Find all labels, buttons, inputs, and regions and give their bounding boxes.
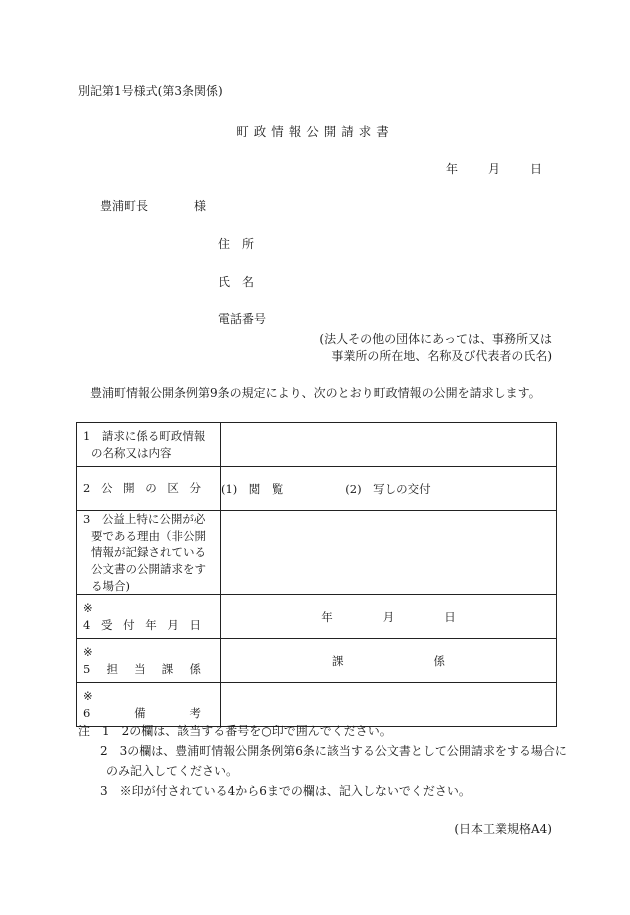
row5-label — [77, 639, 221, 683]
row5-mark: ※ — [83, 645, 93, 660]
phone-field[interactable] — [218, 313, 266, 325]
department-kakari: 係 — [433, 653, 445, 668]
info-name-field[interactable] — [221, 423, 557, 467]
row3-label-line: る場合) — [91, 578, 130, 593]
name-field[interactable] — [218, 276, 254, 288]
request-table — [76, 422, 557, 727]
form-reference: 別記第1号様式(第3条関係) — [78, 84, 223, 98]
date-year: 年 — [446, 162, 459, 176]
row4-label-char: 付 — [123, 617, 135, 632]
row3-label-line: 公文書の公開請求をす — [91, 562, 206, 577]
row1-label-line1: 1 請求に係る町政情報 — [83, 428, 206, 443]
receipt-date-cell — [221, 595, 557, 639]
row5-label-char: 係 — [189, 661, 201, 676]
table-row — [77, 639, 557, 683]
intro-text: 豊浦町情報公開条例第9条の規定により、次のとおり町政情報の公開を請求します。 — [90, 386, 541, 400]
phone-label: 電話番号 — [218, 312, 267, 326]
row3-label-line: 3 公益上特に公開が必 — [83, 512, 206, 526]
row6-label-char: 考 — [189, 705, 201, 720]
row5-label-char: 当 — [134, 661, 146, 676]
row4-label — [77, 595, 221, 639]
date-day: 日 — [530, 162, 543, 176]
note-3: 3 ※印が付されている4から6までの欄は、記入しないでください。 — [100, 784, 471, 798]
corporate-note-line1: (法人その他の団体にあっては、事務所又は — [319, 332, 552, 346]
row3-label-line: 要である理由（非公開 — [91, 528, 206, 543]
paper-standard: (日本工業規格A4) — [454, 822, 552, 836]
row6-mark: ※ — [83, 689, 93, 704]
table-row — [77, 511, 557, 595]
row2-label — [77, 467, 221, 511]
option-inspection[interactable]: (1) 閲 覧 — [221, 481, 284, 496]
receipt-year: 年 — [321, 609, 333, 624]
public-interest-reason-field[interactable] — [221, 511, 557, 595]
address-label: 住 所 — [218, 237, 255, 251]
row2-label-char: 公 — [100, 481, 113, 496]
row2-label-char: の — [145, 481, 157, 496]
row4-mark: ※ — [83, 601, 93, 616]
document-title: 町政情報公開請求書 — [236, 124, 394, 139]
receipt-month: 月 — [382, 609, 395, 624]
row2-label-char: 区 — [167, 481, 179, 496]
note-2-cont: のみ記入してください。 — [106, 764, 239, 778]
row5-label-char: 担 — [106, 661, 118, 676]
row4-label-char: 月 — [167, 617, 179, 632]
table-row — [77, 683, 557, 727]
row1-label-line2: の名称又は内容 — [91, 445, 172, 460]
address-field[interactable] — [218, 238, 254, 250]
corporate-note-line2: 事業所の所在地、名称及び代表者の氏名) — [331, 349, 552, 363]
option-copy[interactable]: (2) 写しの交付 — [345, 481, 431, 496]
row4-label-char: 日 — [189, 617, 201, 632]
note-1: 注 1 2の欄は、該当する番号を○印で囲んでください。 — [78, 724, 392, 738]
receipt-day: 日 — [444, 609, 456, 624]
table-row — [77, 423, 557, 467]
remarks-cell — [221, 683, 557, 727]
row4-label-char: 受 — [100, 617, 113, 632]
row5-label-char: 課 — [161, 661, 174, 676]
row3-label-line: 情報が記録されている — [91, 545, 206, 560]
row2-label-char: 2 — [83, 481, 91, 496]
note-2: 2 3の欄は、豊浦町情報公開条例第6条に該当する公文書として公開請求をする場合に — [100, 744, 567, 758]
name-label: 氏 名 — [218, 275, 255, 289]
row5-label-char: 5 — [83, 661, 91, 676]
date-month: 月 — [488, 162, 501, 176]
table-row — [77, 467, 557, 511]
row2-label-char: 分 — [189, 481, 201, 496]
row6-label — [77, 683, 221, 727]
row1-label — [77, 423, 221, 467]
row2-label-char: 開 — [123, 481, 135, 496]
row3-label — [77, 511, 221, 595]
row6-label-char: 備 — [134, 705, 146, 720]
row4-label-char: 年 — [145, 617, 157, 632]
addressee — [100, 200, 206, 212]
department-ka: 課 — [332, 653, 344, 668]
row4-label-char: 4 — [83, 617, 91, 632]
department-cell — [221, 639, 557, 683]
addressee-name: 豊浦町長 — [100, 199, 149, 213]
table-row — [77, 595, 557, 639]
disclosure-type-cell — [221, 467, 557, 511]
addressee-honorific: 様 — [194, 199, 207, 213]
request-date — [446, 163, 542, 175]
row6-label-char: 6 — [83, 705, 91, 720]
